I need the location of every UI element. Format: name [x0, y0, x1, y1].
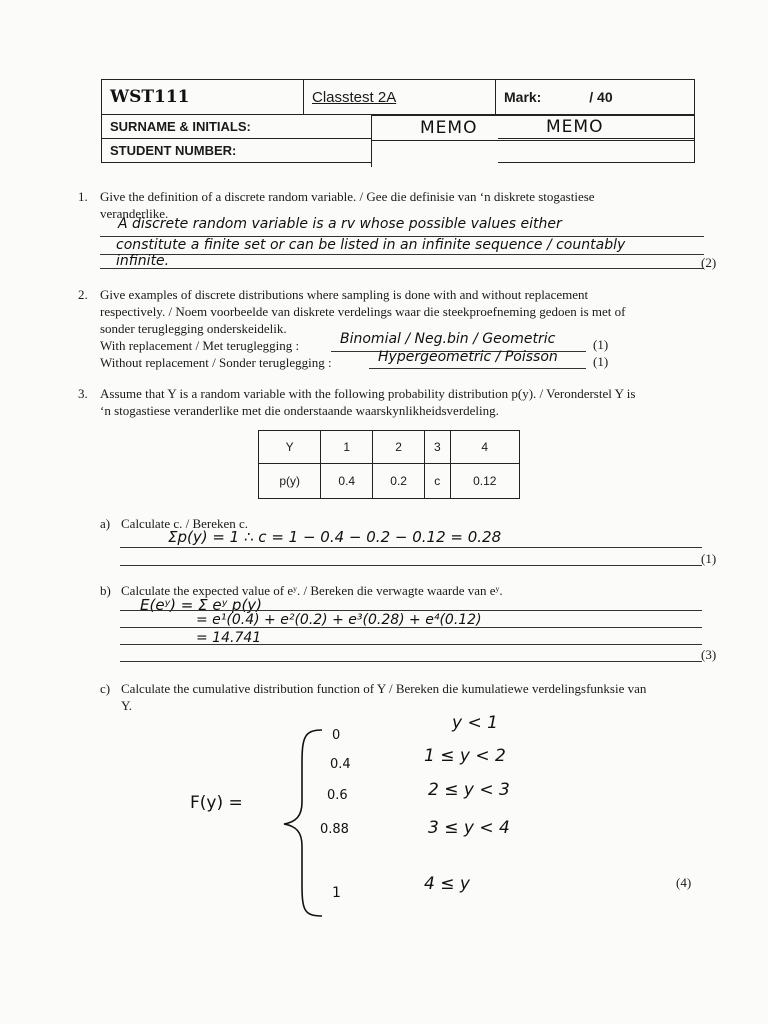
q3b-answer-2: = e¹(0.4) + e²(0.2) + e³(0.28) + e⁴(0.12) [196, 612, 482, 628]
p-value: c [425, 464, 451, 499]
mark-total: / 40 [589, 89, 613, 105]
header-row-line-top [372, 115, 695, 116]
q3c-text-2: Y. [121, 698, 132, 713]
q1-text-1: Give the definition of a discrete random variable. / Gee die definisie van ‘n diskrete stogastiese [100, 189, 595, 204]
table-row [259, 464, 520, 499]
cdf-range: 1 ≤ y < 2 [424, 746, 506, 766]
table-row [259, 431, 520, 464]
cdf-value: 0.6 [327, 788, 348, 803]
cdf-value: 0 [332, 728, 341, 743]
answer-line [120, 661, 702, 662]
answer-line [369, 368, 586, 369]
cdf-range: 2 ≤ y < 3 [428, 780, 510, 800]
cdf-value: 0.88 [320, 822, 349, 837]
answer-line [120, 627, 702, 628]
q3b-text: Calculate the expected value of eʸ. / Bereken die verwagte waarde van eʸ. [121, 583, 503, 598]
q3b-answer-1: E(eʸ) = Σ eʸ p(y) [140, 596, 263, 614]
q2-without-answer: Hypergeometric / Poisson [378, 349, 558, 365]
q1-answer-2: constitute a finite set or can be listed in an infinite sequence / countably [116, 237, 626, 253]
cdf-value: 1 [332, 885, 341, 901]
q2-text-1: Give examples of discrete distributions where sampling is done with and without replacement [100, 287, 589, 302]
surname-memo: MEMO [420, 118, 478, 138]
q3a-text: Calculate c. / Bereken c. [121, 516, 249, 531]
q2-with-answer: Binomial / Neg.bin / Geometric [340, 331, 556, 347]
answer-line [120, 610, 702, 611]
p-value: 0.4 [321, 464, 373, 499]
q3b-marks: (3) [701, 647, 717, 662]
p-value: 0.2 [373, 464, 425, 499]
q3-text-1: Assume that Y is a random variable with the following probability distribution p(y). / Veronderstel Y is [100, 386, 636, 401]
q2-text-3: sonder teruglegging onderskeidelik. [100, 321, 287, 336]
mark-label: Mark: [504, 89, 542, 105]
cdf-range: 3 ≤ y < 4 [428, 818, 510, 838]
q3b-answer-3: = 14.741 [196, 630, 262, 646]
surname-value: MEMO [546, 116, 604, 137]
q1-text-2: veranderlike. [100, 206, 169, 221]
answer-line [100, 268, 704, 269]
header-row-line [372, 140, 695, 141]
q1-marks: (2) [701, 255, 717, 270]
p-header: p(y) [259, 464, 321, 499]
course-code: WST111 [110, 87, 190, 107]
answer-line [120, 644, 702, 645]
y-value: 1 [321, 431, 373, 464]
q1-answer-3: infinite. [116, 253, 170, 269]
y-header: Y [259, 431, 321, 464]
cdf-range: 4 ≤ y [424, 874, 470, 894]
q3c-text-1: Calculate the cumulative distribution function of Y / Bereken die kumulatiewe verdelingsfunksie van [121, 681, 647, 696]
q3-number: 3. [78, 386, 88, 401]
q1-answer-1: A discrete random variable is a rv whose possible values either [118, 216, 562, 232]
q2-without-marks: (1) [593, 354, 609, 369]
student-label: STUDENT NUMBER: [110, 143, 237, 158]
q3b-label: b) [100, 583, 111, 598]
q2-number: 2. [78, 287, 88, 302]
test-title-cell [304, 80, 496, 115]
y-value: 3 [425, 431, 451, 464]
q3a-marks: (1) [701, 551, 717, 566]
y-value: 2 [373, 431, 425, 464]
q3c-marks: (4) [676, 875, 692, 890]
course-cell [102, 80, 304, 115]
q3a-label: a) [100, 516, 111, 531]
surname-value-cell [496, 115, 695, 139]
answer-line [100, 254, 704, 255]
q2-without-label: Without replacement / Sonder teruglegging : [100, 355, 332, 370]
test-title: Classtest 2A [312, 88, 397, 106]
answer-line [120, 547, 702, 548]
cdf-value: 0.4 [330, 757, 351, 772]
mark-cell [496, 80, 695, 115]
student-value-cell [496, 139, 695, 163]
p-value: 0.12 [450, 464, 519, 499]
q1-number: 1. [78, 189, 88, 204]
q3-text-2: ‘n stogastiese veranderlike met die onderstaande waarskynlikheidsverdeling. [100, 403, 499, 418]
q2-with-marks: (1) [593, 337, 609, 352]
q2-with-label: With replacement / Met teruglegging : [100, 338, 300, 353]
cdf-range: y < 1 [452, 713, 498, 733]
q3a-answer: Σp(y) = 1 ∴ c = 1 − 0.4 − 0.2 − 0.12 = 0.28 [168, 528, 502, 546]
probability-table [258, 430, 520, 499]
y-value: 4 [450, 431, 519, 464]
answer-line [120, 565, 702, 566]
q2-text-2: respectively. / Noem voorbeelde van diskrete verdelings waar die steekproefneming gedoen is met of [100, 304, 626, 319]
q3c-label: c) [100, 681, 111, 696]
surname-label: SURNAME & INITIALS: [110, 119, 251, 134]
cdf-label: F(y) = [190, 793, 243, 813]
